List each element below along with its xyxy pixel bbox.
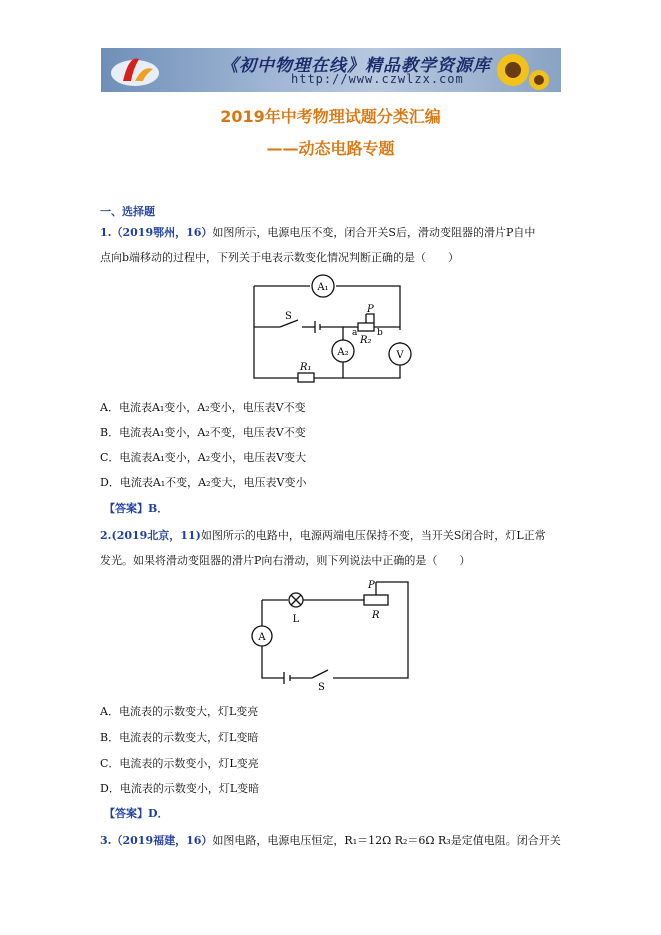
document-subtitle: ——动态电路专题 bbox=[266, 139, 395, 158]
q1-option-b: B．电流表A₁变小，A₂不变，电压表V不变 bbox=[100, 426, 306, 439]
banner-title: 《初中物理在线》精品教学资源库 bbox=[221, 56, 491, 76]
sunflower-icon bbox=[473, 50, 553, 90]
q3-text1: 如图电路，电源电压恒定，R₁＝12Ω R₂＝6Ω R₃是定值电阻。闭合开关 bbox=[212, 834, 561, 847]
q1-r2-label: R₂ bbox=[360, 335, 372, 346]
q1-a2-label: A₂ bbox=[337, 347, 349, 358]
q1-option-d: D．电流表A₁不变，A₂变大，电压表V变小 bbox=[100, 476, 307, 489]
document-title: 2019年中考物理试题分类汇编 bbox=[220, 107, 441, 126]
q2-text1: 如图所示的电路中，电源两端电压保持不变，当开关S闭合时，灯L正常 bbox=[200, 529, 546, 542]
q2-option-c: C．电流表的示数变小，灯L变亮 bbox=[100, 757, 259, 770]
q3-source: 3.（2019福建，16） bbox=[100, 834, 213, 847]
q1-r1-label: R₁ bbox=[300, 362, 312, 373]
q1-v-label: V bbox=[396, 350, 404, 361]
q2-ammeter-label: A bbox=[258, 632, 266, 643]
q2-option-b: B．电流表的示数变大，灯L变暗 bbox=[100, 731, 259, 744]
q1-text1: 如图所示，电源电压不变，闭合开关S后，滑动变阻器的滑片P自中 bbox=[212, 226, 536, 239]
logo-icon bbox=[109, 51, 161, 89]
q2-s-label: S bbox=[318, 682, 325, 690]
q2-p-label: P bbox=[368, 580, 375, 591]
q1-answer: 【答案】B． bbox=[104, 502, 169, 515]
header-banner bbox=[101, 48, 561, 92]
q1-line1 bbox=[100, 224, 535, 240]
banner-url[interactable]: http://www.czwlzx.com bbox=[291, 72, 464, 86]
q1-p-label: P bbox=[367, 304, 374, 315]
q2-source: 2.(2019北京，11) bbox=[100, 529, 201, 542]
q2-option-d: D．电流表的示数变小，灯L变暗 bbox=[100, 782, 260, 795]
section-heading: 一、选择题 bbox=[100, 205, 155, 218]
q1-option-a: A．电流表A₁变小，A₂变小，电压表V不变 bbox=[100, 401, 306, 414]
q1-a-label: a bbox=[352, 328, 358, 338]
q2-lamp-label: L bbox=[292, 614, 300, 625]
q3-line1 bbox=[100, 832, 561, 848]
q1-option-c: C．电流表A₁变小，A₂变小，电压表V变大 bbox=[100, 451, 307, 464]
q1-b-label: b bbox=[377, 328, 383, 338]
q2-answer: 【答案】D． bbox=[104, 807, 169, 820]
q1-circuit-diagram bbox=[240, 272, 420, 384]
q2-option-a: A．电流表的示数变大，灯L变亮 bbox=[100, 705, 259, 718]
q2-line1 bbox=[100, 527, 546, 543]
q2-circuit-diagram bbox=[240, 578, 420, 690]
q2-r-label: R bbox=[372, 610, 380, 621]
q2-text2: 发光。如果将滑动变阻器的滑片P向右滑动，则下列说法中正确的是（ ） bbox=[100, 554, 471, 567]
q1-text2: 点向b端移动的过程中，下列关于电表示数变化情况判断正确的是（ ） bbox=[100, 251, 460, 264]
q1-a1-label: A₁ bbox=[317, 282, 329, 293]
q1-source: 1.（2019鄂州，16） bbox=[100, 226, 213, 239]
q1-s-label: S bbox=[285, 311, 292, 322]
